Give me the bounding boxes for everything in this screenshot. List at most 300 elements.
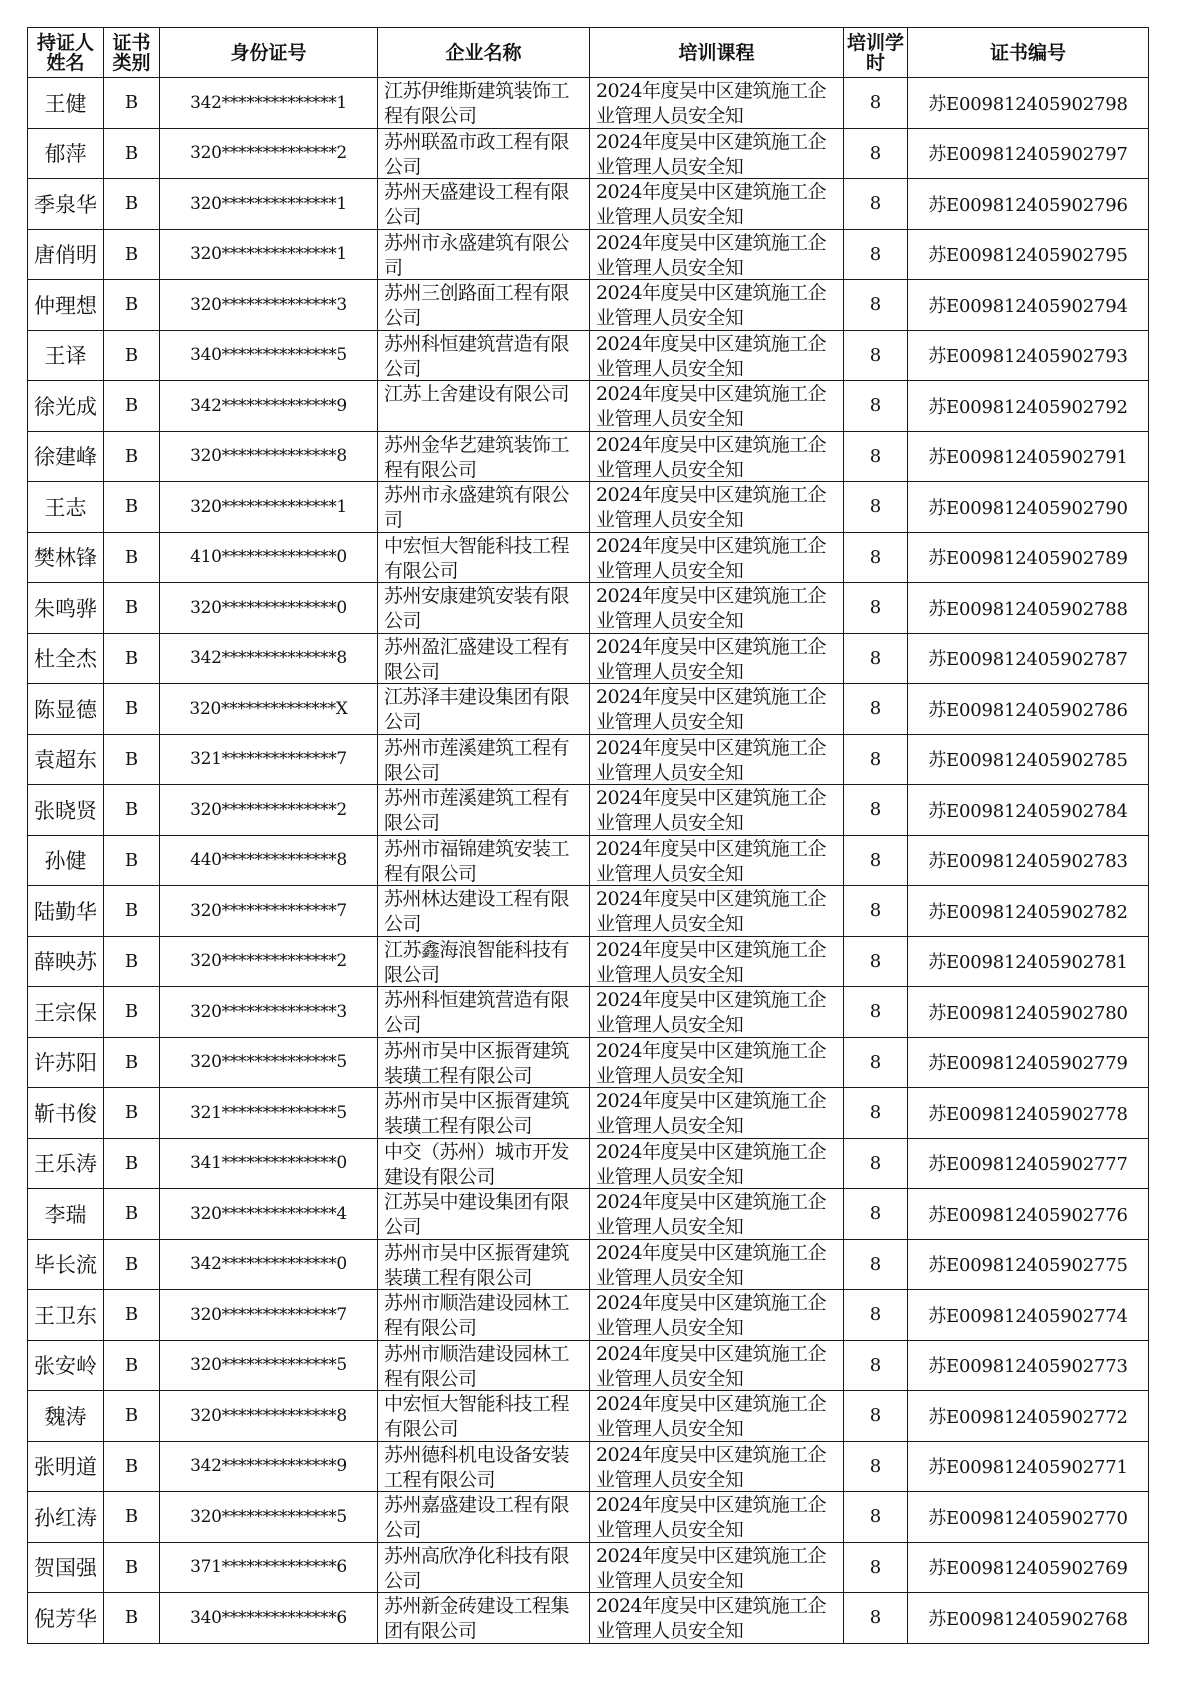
cert-type-cell: B <box>104 1542 160 1593</box>
id-number-cell: 320**************5 <box>160 1037 378 1088</box>
company-cell-text: 苏州林达建设工程有限公司 <box>384 888 570 935</box>
holder-name-cell: 王译 <box>28 330 104 381</box>
company-cell <box>378 987 590 1038</box>
cert-number-cell: 苏E009812405902795 <box>908 229 1149 280</box>
company-cell-text: 苏州市顺浩建设园林工程有限公司 <box>384 1342 570 1390</box>
holder-name-cell: 徐建峰 <box>28 431 104 482</box>
table-row <box>28 835 1149 886</box>
company-cell <box>378 128 590 179</box>
cert-number-cell: 苏E009812405902798 <box>908 78 1149 129</box>
company-cell-text: 苏州科恒建筑营造有限公司 <box>384 989 570 1036</box>
table-row <box>28 179 1149 230</box>
holder-name-cell: 陆勤华 <box>28 886 104 937</box>
course-cell <box>590 583 844 634</box>
id-number-cell: 320**************5 <box>160 1340 378 1391</box>
course-cell <box>590 1492 844 1543</box>
hours-cell: 8 <box>844 280 908 331</box>
course-cell-text: 2024年度吴中区建筑施工企业管理人员安全知 <box>596 1039 826 1087</box>
holder-name-cell: 张晓贤 <box>28 785 104 836</box>
company-cell <box>378 886 590 937</box>
cert-number-cell: 苏E009812405902793 <box>908 330 1149 381</box>
company-cell <box>378 229 590 280</box>
course-cell-text: 2024年度吴中区建筑施工企业管理人员安全知 <box>596 585 826 632</box>
course-cell <box>590 179 844 230</box>
course-cell <box>590 987 844 1038</box>
hours-cell: 8 <box>844 785 908 836</box>
table-row <box>28 734 1149 785</box>
course-cell-text: 2024年度吴中区建筑施工企业管理人员安全知 <box>596 1090 826 1137</box>
cert-type-cell: B <box>104 229 160 280</box>
cert-number-cell: 苏E009812405902772 <box>908 1391 1149 1442</box>
table-row <box>28 1340 1149 1391</box>
company-cell-text: 苏州天盛建设工程有限公司 <box>384 181 570 228</box>
cert-type-cell: B <box>104 987 160 1038</box>
table-row <box>28 1593 1149 1644</box>
table-row <box>28 280 1149 331</box>
company-cell-text: 江苏吴中建设集团有限公司 <box>384 1191 570 1238</box>
course-cell <box>590 1037 844 1088</box>
company-cell-text: 苏州德科机电设备安装工程有限公司 <box>384 1443 570 1491</box>
table-body <box>28 78 1149 1644</box>
course-cell <box>590 734 844 785</box>
course-cell-text: 2024年度吴中区建筑施工企业管理人员安全知 <box>596 534 826 582</box>
cert-type-cell: B <box>104 330 160 381</box>
cert-type-cell: B <box>104 1239 160 1290</box>
company-cell <box>378 734 590 785</box>
company-cell <box>378 835 590 886</box>
hours-cell: 8 <box>844 229 908 280</box>
cert-type-cell: B <box>104 1441 160 1492</box>
cert-type-cell: B <box>104 684 160 735</box>
hours-cell: 8 <box>844 179 908 230</box>
id-number-cell: 321**************5 <box>160 1088 378 1139</box>
id-number-cell: 320**************7 <box>160 886 378 937</box>
course-cell <box>590 633 844 684</box>
holder-name-cell: 王健 <box>28 78 104 129</box>
holder-name-cell: 李瑞 <box>28 1189 104 1240</box>
table-row <box>28 987 1149 1038</box>
cert-number-cell: 苏E009812405902789 <box>908 532 1149 583</box>
hours-cell: 8 <box>844 835 908 886</box>
cert-number-cell: 苏E009812405902787 <box>908 633 1149 684</box>
holder-name-cell: 张明道 <box>28 1441 104 1492</box>
course-cell <box>590 1340 844 1391</box>
id-number-cell: 320**************4 <box>160 1189 378 1240</box>
holder-name-cell: 魏涛 <box>28 1391 104 1442</box>
holder-name-cell: 贺国强 <box>28 1542 104 1593</box>
id-number-cell: 340**************5 <box>160 330 378 381</box>
course-cell-text: 2024年度吴中区建筑施工企业管理人员安全知 <box>596 231 826 279</box>
id-number-cell: 320**************8 <box>160 431 378 482</box>
id-number-cell: 320**************1 <box>160 179 378 230</box>
cert-type-cell: B <box>104 1340 160 1391</box>
cert-type-cell: B <box>104 431 160 482</box>
cert-number-cell: 苏E009812405902775 <box>908 1239 1149 1290</box>
id-number-cell: 410**************0 <box>160 532 378 583</box>
hours-cell: 8 <box>844 633 908 684</box>
course-cell <box>590 78 844 129</box>
course-cell-text: 2024年度吴中区建筑施工企业管理人员安全知 <box>596 484 826 531</box>
company-cell-text: 苏州新金砖建设工程集团有限公司 <box>384 1595 570 1642</box>
company-cell <box>378 1138 590 1189</box>
hours-cell: 8 <box>844 936 908 987</box>
holder-name-cell: 孙红涛 <box>28 1492 104 1543</box>
company-cell <box>378 1593 590 1644</box>
company-cell-text: 中宏恒大智能科技工程有限公司 <box>384 1393 570 1440</box>
course-cell <box>590 431 844 482</box>
holder-name-cell: 王志 <box>28 482 104 533</box>
cert-type-cell: B <box>104 785 160 836</box>
cert-type-cell: B <box>104 532 160 583</box>
cert-type-cell: B <box>104 583 160 634</box>
company-cell <box>378 381 590 432</box>
company-cell <box>378 583 590 634</box>
cert-number-cell: 苏E009812405902788 <box>908 583 1149 634</box>
course-cell <box>590 1239 844 1290</box>
holder-name-cell: 倪芳华 <box>28 1593 104 1644</box>
id-number-cell: 341**************0 <box>160 1138 378 1189</box>
hours-cell: 8 <box>844 1138 908 1189</box>
holder-name-cell: 徐光成 <box>28 381 104 432</box>
id-number-cell: 320**************8 <box>160 1391 378 1442</box>
id-number-cell: 320**************3 <box>160 987 378 1038</box>
cert-number-cell: 苏E009812405902797 <box>908 128 1149 179</box>
id-number-cell: 340**************6 <box>160 1593 378 1644</box>
company-cell-text: 江苏上舍建设有限公司 <box>384 383 570 405</box>
cert-number-cell: 苏E009812405902771 <box>908 1441 1149 1492</box>
cert-number-cell: 苏E009812405902794 <box>908 280 1149 331</box>
course-cell <box>590 1593 844 1644</box>
company-cell-text: 江苏伊维斯建筑装饰工程有限公司 <box>384 80 570 127</box>
company-cell <box>378 1088 590 1139</box>
hours-cell: 8 <box>844 1290 908 1341</box>
company-cell-text: 苏州市永盛建筑有限公司 <box>384 484 570 531</box>
cert-type-cell: B <box>104 280 160 331</box>
company-cell <box>378 431 590 482</box>
company-cell-text: 苏州盈汇盛建设工程有限公司 <box>384 635 570 683</box>
course-cell <box>590 1441 844 1492</box>
course-cell-text: 2024年度吴中区建筑施工企业管理人员安全知 <box>596 888 826 935</box>
company-cell <box>378 330 590 381</box>
company-cell <box>378 633 590 684</box>
id-number-cell: 440**************8 <box>160 835 378 886</box>
cert-number-cell: 苏E009812405902780 <box>908 987 1149 1038</box>
company-cell <box>378 1189 590 1240</box>
id-number-cell: 320**************0 <box>160 583 378 634</box>
company-cell <box>378 1492 590 1543</box>
company-cell-text: 苏州市莲溪建筑工程有限公司 <box>384 736 570 784</box>
course-cell-text: 2024年度吴中区建筑施工企业管理人员安全知 <box>596 1393 826 1440</box>
hours-cell: 8 <box>844 482 908 533</box>
hours-cell: 8 <box>844 1593 908 1644</box>
company-cell-text: 苏州嘉盛建设工程有限公司 <box>384 1494 570 1541</box>
table-row <box>28 886 1149 937</box>
header-company: 企业名称 <box>378 28 590 78</box>
hours-cell: 8 <box>844 1391 908 1442</box>
cert-number-cell: 苏E009812405902782 <box>908 886 1149 937</box>
hours-cell: 8 <box>844 987 908 1038</box>
cert-number-cell: 苏E009812405902768 <box>908 1593 1149 1644</box>
course-cell <box>590 482 844 533</box>
company-cell <box>378 482 590 533</box>
table-row <box>28 1138 1149 1189</box>
hours-cell: 8 <box>844 583 908 634</box>
header-cert-type: 证书类别 <box>104 28 160 78</box>
holder-name-cell: 王乐涛 <box>28 1138 104 1189</box>
cert-type-cell: B <box>104 1037 160 1088</box>
holder-name-cell: 朱鸣骅 <box>28 583 104 634</box>
course-cell <box>590 936 844 987</box>
course-cell-text: 2024年度吴中区建筑施工企业管理人员安全知 <box>596 332 826 380</box>
course-cell <box>590 330 844 381</box>
course-cell <box>590 1189 844 1240</box>
course-cell <box>590 1138 844 1189</box>
hours-cell: 8 <box>844 1492 908 1543</box>
course-cell-text: 2024年度吴中区建筑施工企业管理人员安全知 <box>596 181 826 228</box>
course-cell-text: 2024年度吴中区建筑施工企业管理人员安全知 <box>596 989 826 1036</box>
holder-name-cell: 唐俏明 <box>28 229 104 280</box>
company-cell-text: 苏州安康建筑安装有限公司 <box>384 585 570 632</box>
hours-cell: 8 <box>844 431 908 482</box>
id-number-cell: 320**************1 <box>160 482 378 533</box>
company-cell <box>378 532 590 583</box>
hours-cell: 8 <box>844 1189 908 1240</box>
holder-name-cell: 许苏阳 <box>28 1037 104 1088</box>
hours-cell: 8 <box>844 128 908 179</box>
course-cell <box>590 785 844 836</box>
id-number-cell: 320**************7 <box>160 1290 378 1341</box>
cert-type-cell: B <box>104 482 160 533</box>
id-number-cell: 320**************1 <box>160 229 378 280</box>
company-cell <box>378 1542 590 1593</box>
course-cell-text: 2024年度吴中区建筑施工企业管理人员安全知 <box>596 837 826 885</box>
company-cell-text: 中交（苏州）城市开发建设有限公司 <box>384 1140 570 1188</box>
course-cell-text: 2024年度吴中区建筑施工企业管理人员安全知 <box>596 736 826 784</box>
company-cell-text: 江苏泽丰建设集团有限公司 <box>384 686 570 733</box>
cert-type-cell: B <box>104 1492 160 1543</box>
holder-name-cell: 季泉华 <box>28 179 104 230</box>
course-cell-text: 2024年度吴中区建筑施工企业管理人员安全知 <box>596 1544 826 1592</box>
company-cell-text: 苏州科恒建筑营造有限公司 <box>384 332 570 380</box>
course-cell-text: 2024年度吴中区建筑施工企业管理人员安全知 <box>596 1292 826 1339</box>
id-number-cell: 342**************9 <box>160 1441 378 1492</box>
course-cell-text: 2024年度吴中区建筑施工企业管理人员安全知 <box>596 1595 826 1642</box>
cert-type-cell: B <box>104 1391 160 1442</box>
table-row <box>28 785 1149 836</box>
holder-name-cell: 袁超东 <box>28 734 104 785</box>
header-holder-name: 持证人姓名 <box>28 28 104 78</box>
hours-cell: 8 <box>844 734 908 785</box>
course-cell <box>590 1391 844 1442</box>
company-cell-text: 苏州三创路面工程有限公司 <box>384 282 570 329</box>
table-row <box>28 1290 1149 1341</box>
company-cell-text: 苏州市永盛建筑有限公司 <box>384 231 570 279</box>
table-row <box>28 684 1149 735</box>
table-row <box>28 78 1149 129</box>
course-cell <box>590 280 844 331</box>
cert-number-cell: 苏E009812405902785 <box>908 734 1149 785</box>
company-cell-text: 苏州市福锦建筑安装工程有限公司 <box>384 837 570 885</box>
cert-number-cell: 苏E009812405902773 <box>908 1340 1149 1391</box>
company-cell <box>378 684 590 735</box>
cert-type-cell: B <box>104 128 160 179</box>
cert-type-cell: B <box>104 179 160 230</box>
cert-number-cell: 苏E009812405902786 <box>908 684 1149 735</box>
course-cell-text: 2024年度吴中区建筑施工企业管理人员安全知 <box>596 80 826 127</box>
table-row <box>28 936 1149 987</box>
company-cell-text: 江苏鑫海浪智能科技有限公司 <box>384 938 570 986</box>
hours-cell: 8 <box>844 684 908 735</box>
cert-number-cell: 苏E009812405902792 <box>908 381 1149 432</box>
holder-name-cell: 陈显德 <box>28 684 104 735</box>
company-cell-text: 中宏恒大智能科技工程有限公司 <box>384 534 570 582</box>
table-row <box>28 1391 1149 1442</box>
cert-number-cell: 苏E009812405902781 <box>908 936 1149 987</box>
holder-name-cell: 毕长流 <box>28 1239 104 1290</box>
id-number-cell: 320**************X <box>160 684 378 735</box>
company-cell <box>378 1340 590 1391</box>
table-row <box>28 1239 1149 1290</box>
course-cell <box>590 128 844 179</box>
id-number-cell: 320**************2 <box>160 936 378 987</box>
company-cell <box>378 78 590 129</box>
cert-number-cell: 苏E009812405902790 <box>908 482 1149 533</box>
cert-type-cell: B <box>104 1138 160 1189</box>
cert-number-cell: 苏E009812405902770 <box>908 1492 1149 1543</box>
table-row <box>28 583 1149 634</box>
hours-cell: 8 <box>844 1239 908 1290</box>
cert-type-cell: B <box>104 381 160 432</box>
company-cell <box>378 1239 590 1290</box>
table-row <box>28 229 1149 280</box>
cert-type-cell: B <box>104 936 160 987</box>
id-number-cell: 342**************0 <box>160 1239 378 1290</box>
cert-number-cell: 苏E009812405902777 <box>908 1138 1149 1189</box>
table-row <box>28 1189 1149 1240</box>
hours-cell: 8 <box>844 532 908 583</box>
table-row <box>28 1441 1149 1492</box>
holder-name-cell: 樊林锋 <box>28 532 104 583</box>
cert-type-cell: B <box>104 1088 160 1139</box>
hours-cell: 8 <box>844 1037 908 1088</box>
company-cell-text: 苏州市吴中区振胥建筑装璜工程有限公司 <box>384 1039 570 1087</box>
id-number-cell: 371**************6 <box>160 1542 378 1593</box>
course-cell-text: 2024年度吴中区建筑施工企业管理人员安全知 <box>596 1443 826 1491</box>
company-cell-text: 苏州市顺浩建设园林工程有限公司 <box>384 1292 570 1339</box>
course-cell-text: 2024年度吴中区建筑施工企业管理人员安全知 <box>596 1494 826 1541</box>
holder-name-cell: 杜全杰 <box>28 633 104 684</box>
cert-type-cell: B <box>104 78 160 129</box>
table-row <box>28 1088 1149 1139</box>
table-row <box>28 381 1149 432</box>
id-number-cell: 342**************1 <box>160 78 378 129</box>
cert-number-cell: 苏E009812405902774 <box>908 1290 1149 1341</box>
company-cell-text: 苏州市吴中区振胥建筑装璜工程有限公司 <box>384 1241 570 1289</box>
table-row <box>28 431 1149 482</box>
company-cell-text: 苏州联盈市政工程有限公司 <box>384 130 570 178</box>
course-cell <box>590 229 844 280</box>
course-cell <box>590 835 844 886</box>
course-cell-text: 2024年度吴中区建筑施工企业管理人员安全知 <box>596 433 826 481</box>
table-row <box>28 1037 1149 1088</box>
id-number-cell: 320**************2 <box>160 128 378 179</box>
cert-number-cell: 苏E009812405902776 <box>908 1189 1149 1240</box>
id-number-cell: 342**************9 <box>160 381 378 432</box>
course-cell-text: 2024年度吴中区建筑施工企业管理人员安全知 <box>596 1140 826 1188</box>
table-row <box>28 1542 1149 1593</box>
holder-name-cell: 薛映苏 <box>28 936 104 987</box>
company-cell-text: 苏州高欣净化科技有限公司 <box>384 1544 570 1592</box>
course-cell-text: 2024年度吴中区建筑施工企业管理人员安全知 <box>596 1191 826 1238</box>
course-cell-text: 2024年度吴中区建筑施工企业管理人员安全知 <box>596 1241 826 1289</box>
cert-type-cell: B <box>104 835 160 886</box>
id-number-cell: 321**************7 <box>160 734 378 785</box>
holder-name-cell: 张安岭 <box>28 1340 104 1391</box>
holder-name-cell: 仲理想 <box>28 280 104 331</box>
course-cell-text: 2024年度吴中区建筑施工企业管理人员安全知 <box>596 130 826 178</box>
company-cell <box>378 785 590 836</box>
holder-name-cell: 王卫东 <box>28 1290 104 1341</box>
table-row <box>28 1492 1149 1543</box>
course-cell <box>590 532 844 583</box>
header-hours: 培训学时 <box>844 28 908 78</box>
header-cert-number: 证书编号 <box>908 28 1149 78</box>
id-number-cell: 342**************8 <box>160 633 378 684</box>
hours-cell: 8 <box>844 381 908 432</box>
hours-cell: 8 <box>844 1441 908 1492</box>
company-cell <box>378 1037 590 1088</box>
table-row <box>28 128 1149 179</box>
course-cell-text: 2024年度吴中区建筑施工企业管理人员安全知 <box>596 1342 826 1390</box>
header-row <box>28 28 1149 78</box>
header-course: 培训课程 <box>590 28 844 78</box>
course-cell <box>590 684 844 735</box>
company-cell <box>378 1391 590 1442</box>
certificate-table <box>27 27 1149 1644</box>
company-cell-text: 苏州金华艺建筑装饰工程有限公司 <box>384 433 570 481</box>
header-id-number: 身份证号 <box>160 28 378 78</box>
table-row <box>28 532 1149 583</box>
holder-name-cell: 靳书俊 <box>28 1088 104 1139</box>
holder-name-cell: 孙健 <box>28 835 104 886</box>
id-number-cell: 320**************5 <box>160 1492 378 1543</box>
cert-number-cell: 苏E009812405902796 <box>908 179 1149 230</box>
cert-number-cell: 苏E009812405902778 <box>908 1088 1149 1139</box>
course-cell-text: 2024年度吴中区建筑施工企业管理人员安全知 <box>596 383 826 430</box>
course-cell-text: 2024年度吴中区建筑施工企业管理人员安全知 <box>596 635 826 683</box>
course-cell <box>590 1542 844 1593</box>
company-cell <box>378 179 590 230</box>
certificate-list-sheet <box>27 27 1148 1644</box>
id-number-cell: 320**************3 <box>160 280 378 331</box>
company-cell <box>378 1290 590 1341</box>
cert-number-cell: 苏E009812405902779 <box>908 1037 1149 1088</box>
cert-type-cell: B <box>104 1593 160 1644</box>
cert-number-cell: 苏E009812405902769 <box>908 1542 1149 1593</box>
holder-name-cell: 王宗保 <box>28 987 104 1038</box>
course-cell-text: 2024年度吴中区建筑施工企业管理人员安全知 <box>596 686 826 733</box>
hours-cell: 8 <box>844 1542 908 1593</box>
holder-name-cell: 郁萍 <box>28 128 104 179</box>
cert-type-cell: B <box>104 1290 160 1341</box>
table-row <box>28 633 1149 684</box>
hours-cell: 8 <box>844 330 908 381</box>
hours-cell: 8 <box>844 1340 908 1391</box>
course-cell-text: 2024年度吴中区建筑施工企业管理人员安全知 <box>596 282 826 329</box>
hours-cell: 8 <box>844 886 908 937</box>
course-cell <box>590 1290 844 1341</box>
cert-type-cell: B <box>104 734 160 785</box>
